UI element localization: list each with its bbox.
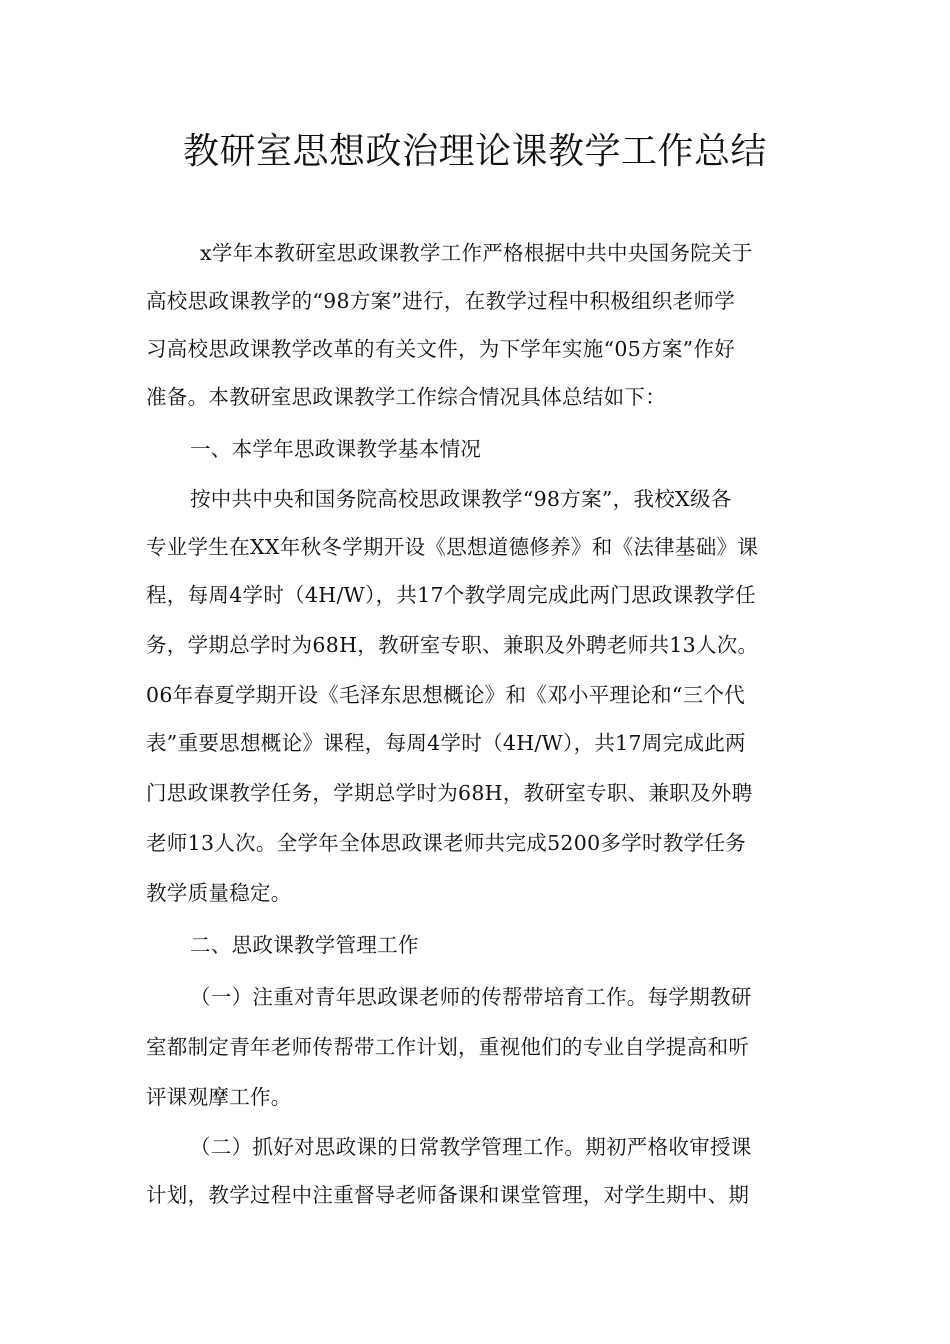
paragraph-line: 高校思政课教学的“98方案”进行，在教学过程中积极组织老师学	[146, 289, 736, 313]
paragraph-line: 程，每周4学时（4H/W），共17个教学周完成此两门思政课教学任	[146, 583, 756, 607]
paragraph-line: 06年春夏学期开设《毛泽东思想概论》和《邓小平理论和“三个代	[146, 683, 746, 707]
paragraph-line: 务，学期总学时为68H，教研室专职、兼职及外聘老师共13人次。	[146, 633, 759, 657]
paragraph-line: 习高校思政课教学改革的有关文件，为下学年实施“05方案”作好	[146, 337, 736, 361]
paragraph-line: 计划，教学过程中注重督导老师备课和课堂管理，对学生期中、期	[146, 1183, 750, 1207]
document-title: 教研室思想政治理论课教学工作总结	[182, 131, 767, 172]
paragraph-line: x学年本教研室思政课教学工作严格根据中共中央国务院关于	[200, 241, 753, 265]
paragraph-line: 专业学生在XX年秋冬学期开设《思想道德修养》和《法律基础》课	[146, 535, 759, 559]
paragraph-line: 教学质量稳定。	[146, 881, 292, 905]
section-heading: 一、本学年思政课教学基本情况	[190, 437, 482, 461]
paragraph-line: 老师13人次。全学年全体思政课老师共完成5200多学时教学任务	[146, 831, 747, 855]
paragraph-line: 门思政课教学任务，学期总学时为68H，教研室专职、兼职及外聘	[146, 781, 753, 805]
paragraph-line: 准备。本教研室思政课教学工作综合情况具体总结如下：	[146, 385, 666, 409]
paragraph-line: （二）抓好对思政课的日常教学管理工作。期初严格收审授课	[190, 1135, 752, 1159]
paragraph-line: （一）注重对青年思政课老师的传帮带培育工作。每学期教研	[190, 985, 752, 1009]
paragraph-line: 表”重要思想概论》课程，每周4学时（4H/W），共17周完成此两	[146, 731, 746, 755]
paragraph-line: 室都制定青年老师传帮带工作计划，重视他们的专业自学提高和听	[146, 1035, 750, 1059]
section-heading: 二、思政课教学管理工作	[190, 933, 419, 957]
paragraph-line: 按中共中央和国务院高校思政课教学“98方案”，我校X级各	[190, 487, 732, 511]
paragraph-line: 评课观摩工作。	[146, 1085, 292, 1109]
